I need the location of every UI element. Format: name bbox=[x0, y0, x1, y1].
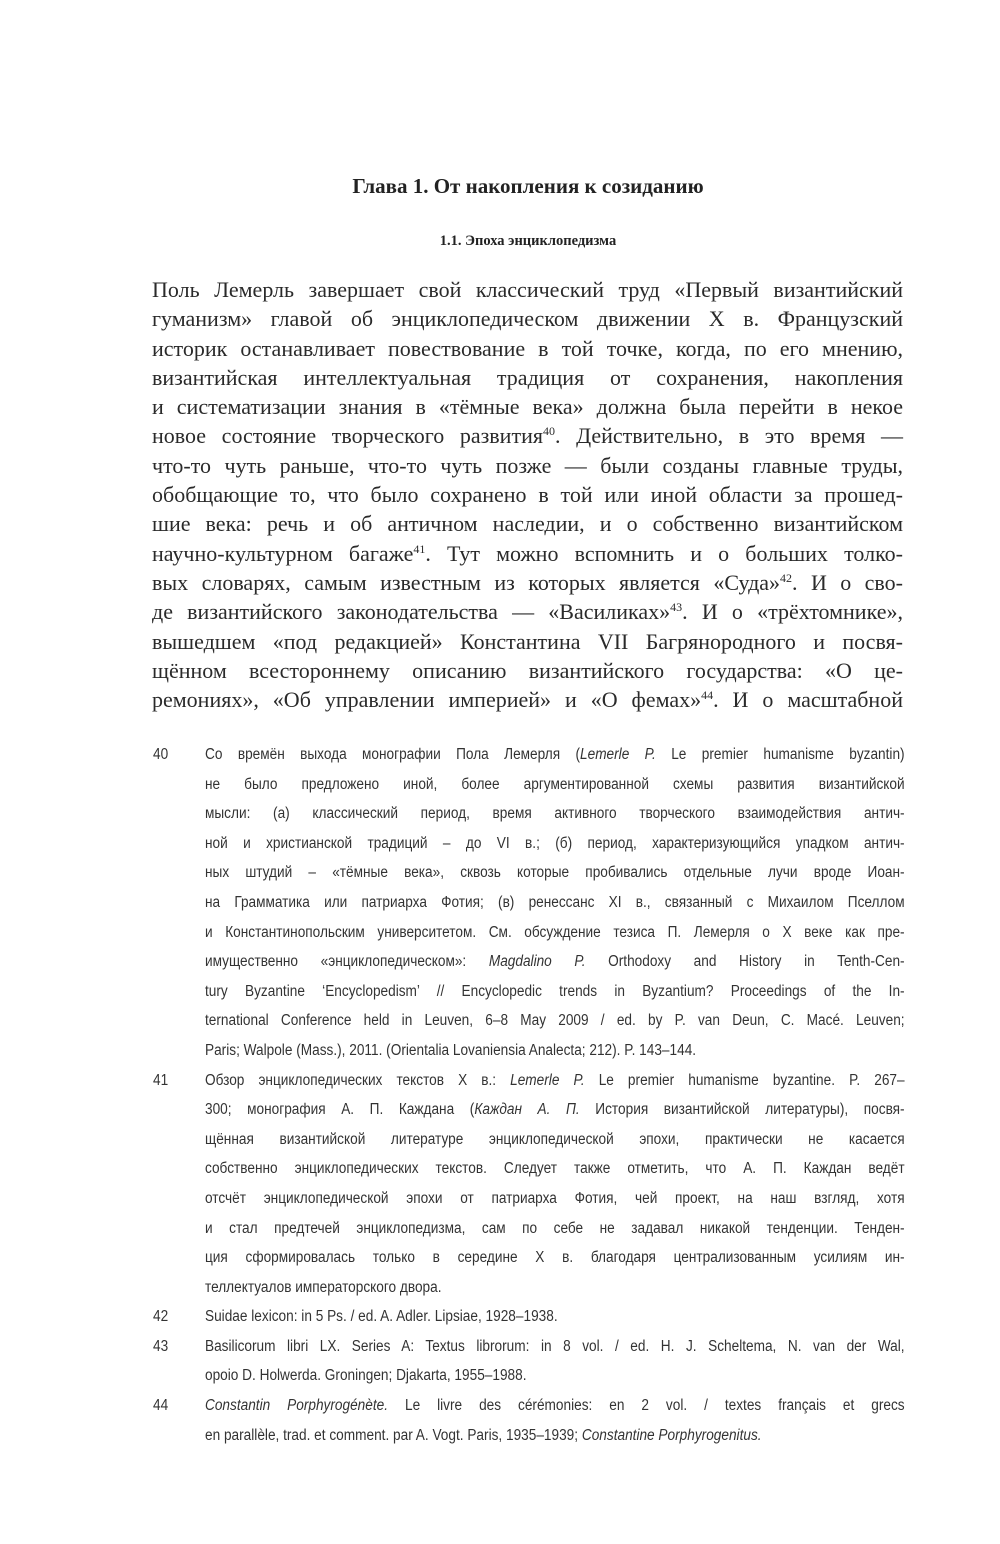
text-run: новое состояние творческого развития bbox=[152, 423, 543, 449]
footnote-ref: 42 bbox=[780, 570, 793, 585]
footnote-line bbox=[153, 746, 905, 776]
footnote-ref: 41 bbox=[413, 541, 426, 556]
body-line bbox=[152, 685, 903, 714]
text-run: . И о сво- bbox=[792, 569, 903, 595]
chapter-title: Глава 1. От накопления к созиданию bbox=[352, 174, 704, 198]
footnote-number: 44 bbox=[153, 1397, 169, 1415]
footnote-text bbox=[205, 894, 905, 912]
body-line bbox=[152, 275, 903, 304]
text-run: гуманизм» главой об энциклопедическом движении X в. Французский bbox=[152, 306, 903, 332]
footnote-line bbox=[153, 1220, 905, 1250]
body-line bbox=[152, 392, 903, 421]
footnote-text bbox=[205, 864, 905, 882]
section-title: 1.1. Эпоха энциклопедизма bbox=[439, 233, 617, 249]
footnote-text bbox=[205, 1012, 905, 1030]
text-run: en parallèle, trad. et comment. par A. Vogt. Paris, 1935–1939; bbox=[205, 1426, 582, 1444]
text-run: Orthodoxy and History in Tenth-Cen- bbox=[585, 953, 905, 971]
footnote-text bbox=[205, 983, 905, 1001]
text-run: Paris; Walpole (Mass.), 2011. (Orientalia Lovaniensia Analecta; 212). P. 143–144. bbox=[205, 1041, 697, 1059]
text-run: де византийского законодательства — «Василиках» bbox=[152, 599, 671, 625]
text-run: ремониях», «Об управлении империей» и «О фемах» bbox=[152, 687, 702, 713]
italic-text: Каждан А. П. bbox=[474, 1101, 580, 1119]
footnote-line bbox=[153, 1397, 905, 1427]
footnote-line bbox=[153, 1427, 905, 1457]
text-run: ция сформировалась только в середине X в. благодаря централизованным усилиям ин- bbox=[205, 1249, 905, 1267]
text-run: византийская интеллектуальная традиция от сохранения, накопления bbox=[152, 364, 903, 390]
footnote-text bbox=[205, 1042, 905, 1060]
footnote-line bbox=[153, 1338, 905, 1368]
footnote-line bbox=[153, 1160, 905, 1190]
footnote-text bbox=[205, 1397, 905, 1415]
footnote-text bbox=[205, 1338, 905, 1356]
text-run: вышедшем «под редакцией» Константина VII Багрянородного и посвя- bbox=[152, 628, 903, 654]
body-line bbox=[152, 656, 903, 685]
footnote-line bbox=[153, 1042, 905, 1072]
footnote-number: 42 bbox=[153, 1308, 169, 1326]
footnote-text bbox=[205, 1249, 905, 1267]
footnotes bbox=[153, 746, 905, 1456]
footnote-text bbox=[205, 1072, 905, 1090]
body-line bbox=[152, 363, 903, 392]
footnote-text bbox=[205, 1427, 905, 1445]
text-run: собственно энциклопедических текстов. Следует также отметить, что А. П. Каждан ведёт bbox=[205, 1160, 905, 1178]
text-run: Le premier humanisme byzantin) bbox=[655, 746, 905, 763]
text-run: теллектуалов императорского двора. bbox=[205, 1278, 442, 1296]
footnote-line bbox=[153, 953, 905, 983]
text-run: и стал предтечей энциклопедизма, сам по себе не задавал никакой тенденции. Тенден- bbox=[205, 1219, 905, 1237]
footnote-text bbox=[205, 1279, 905, 1297]
text-run: мысли: (а) классический период, время активного творческого взаимодействия антич- bbox=[205, 805, 905, 823]
body-line bbox=[152, 568, 903, 597]
text-run: ной и христианской традиций – до VI в.; (б) период, характеризующийся упадком антич- bbox=[205, 834, 905, 852]
text-run: opoio D. Holwerda. Groningen; Djakarta, 1955–1988. bbox=[205, 1367, 527, 1385]
footnote-line bbox=[153, 1279, 905, 1309]
text-run: на Грамматика или патриарха Фотия; (в) ренессанс XI в., связанный с Михаилом Пселлом bbox=[205, 893, 905, 911]
text-run: имущественно «энциклопедическом»: bbox=[205, 953, 489, 971]
footnote-line bbox=[153, 1012, 905, 1042]
footnote-text bbox=[205, 1160, 905, 1178]
footnote-text bbox=[205, 1308, 905, 1326]
text-run: Обзор энциклопедических текстов X в.: bbox=[205, 1071, 511, 1089]
footnote-line bbox=[153, 1308, 905, 1338]
footnote-line bbox=[153, 894, 905, 924]
text-run: Le premier humanisme byzantine. P. 267– bbox=[584, 1071, 905, 1089]
footnote-text bbox=[205, 1101, 905, 1119]
text-run: отсчёт энциклопедической эпохи от патриарха Фотия, чей проект, на наш взгляд, хотя bbox=[205, 1189, 905, 1207]
footnote-line bbox=[153, 1190, 905, 1220]
footnote-ref: 43 bbox=[670, 600, 683, 615]
footnote-number: 41 bbox=[153, 1071, 169, 1089]
text-run: . И о масштабной bbox=[713, 687, 903, 713]
text-run: 300; монография А. П. Каждана ( bbox=[205, 1101, 475, 1119]
text-run: Le livre des cérémonies: en 2 vol. / textes français et grecs bbox=[388, 1397, 905, 1415]
footnote-line bbox=[153, 776, 905, 806]
footnote-text bbox=[205, 746, 905, 764]
footnote-text bbox=[205, 805, 905, 823]
text-run: и Константинопольским университетом. См. обсуждение тезиса П. Лемерля о X веке как пре- bbox=[205, 923, 905, 941]
footnote-line bbox=[153, 805, 905, 835]
text-run: . Действительно, в это время — bbox=[554, 423, 903, 449]
text-run: не было предложено иной, более аргументированной схемы развития византийской bbox=[205, 775, 905, 793]
footnote-number: 40 bbox=[153, 746, 169, 763]
footnote-text bbox=[205, 953, 905, 971]
body-line bbox=[152, 480, 903, 509]
text-run: Со времён выхода монографии Пола Лемерля ( bbox=[205, 746, 581, 763]
footnote-ref: 40 bbox=[542, 424, 555, 439]
body-line bbox=[152, 509, 903, 538]
main-text bbox=[152, 275, 903, 714]
footnote-text bbox=[205, 1190, 905, 1208]
text-run: ных штудий – «тёмные века», сквозь которые пробивались отдельные лучи вроде Иоан- bbox=[205, 864, 905, 882]
footnote-number: 43 bbox=[153, 1337, 169, 1355]
italic-text: Constantin Porphyrogénète. bbox=[205, 1397, 389, 1415]
footnote-text bbox=[205, 1367, 905, 1385]
text-run: tury Byzantine ‘Encyclopedism’ // Encyclopedic trends in Byzantium? Proceedings of the In- bbox=[205, 982, 905, 1000]
text-run: . И о «трёхтомнике», bbox=[682, 599, 903, 625]
footnote-line bbox=[153, 983, 905, 1013]
italic-text: Constantine Porphyrogenitus. bbox=[581, 1426, 762, 1444]
text-run: что-то чуть раньше, что-то чуть позже — были созданы главные труды, bbox=[152, 452, 903, 478]
footnote-ref: 44 bbox=[701, 688, 714, 703]
text-run: История византийской литературы), посвя- bbox=[579, 1101, 905, 1119]
footnote-line bbox=[153, 1131, 905, 1161]
italic-text: Lemerle P. bbox=[510, 1071, 585, 1089]
footnote-line bbox=[153, 1367, 905, 1397]
body-line bbox=[152, 304, 903, 333]
text-run: ternational Conference held in Leuven, 6–8 May 2009 / ed. by P. van Deun, C. Macé. Leuven; bbox=[205, 1012, 905, 1030]
text-run: . Тут можно вспомнить и о больших толко- bbox=[425, 540, 903, 566]
text-run: щённом всестороннему описанию византийского государства: «О це- bbox=[152, 657, 903, 683]
body-line bbox=[152, 334, 903, 363]
text-run: Поль Лемерль завершает свой классический труд «Первый византийский bbox=[152, 277, 903, 302]
italic-text: Magdalino P. bbox=[488, 953, 586, 971]
footnote-text bbox=[205, 1220, 905, 1238]
text-run: вых словарях, самым известным из которых является «Суда» bbox=[152, 569, 781, 595]
text-run: историк останавливает повествование в той точке, когда, по его мнению, bbox=[152, 335, 903, 361]
body-line bbox=[152, 451, 903, 480]
footnote-text bbox=[205, 1131, 905, 1149]
footnote-line bbox=[153, 1072, 905, 1102]
text-run: научно-культурном багаже bbox=[152, 540, 414, 566]
text-run: шие века: речь и об античном наследии, и о собственно византийском bbox=[152, 511, 903, 537]
body-line bbox=[152, 539, 903, 568]
footnote-line bbox=[153, 864, 905, 894]
footnote-line bbox=[153, 924, 905, 954]
text-run: Suidae lexicon: in 5 Ps. / ed. A. Adler. Lipsiae, 1928–1938. bbox=[205, 1308, 558, 1326]
footnote-text bbox=[205, 924, 905, 942]
text-run: и систематизации знания в «тёмные века» должна была перейти в некое bbox=[152, 394, 903, 420]
body-line bbox=[152, 597, 903, 626]
italic-text: Lemerle P. bbox=[580, 746, 656, 763]
text-run: щённая византийской литературе энциклопедической эпохи, практически не касается bbox=[205, 1130, 905, 1148]
footnote-line bbox=[153, 1101, 905, 1131]
body-line bbox=[152, 421, 903, 450]
footnote-line bbox=[153, 835, 905, 865]
text-run: Basilicorum libri LX. Series A: Textus librorum: in 8 vol. / ed. H. J. Scheltema, N. van der Wal, bbox=[205, 1337, 905, 1355]
text-run: обобщающие то, что было сохранено в той или иной области за прошед- bbox=[152, 482, 903, 508]
footnote-text bbox=[205, 835, 905, 853]
footnote-line bbox=[153, 1249, 905, 1279]
footnote-text bbox=[205, 776, 905, 794]
body-line bbox=[152, 627, 903, 656]
